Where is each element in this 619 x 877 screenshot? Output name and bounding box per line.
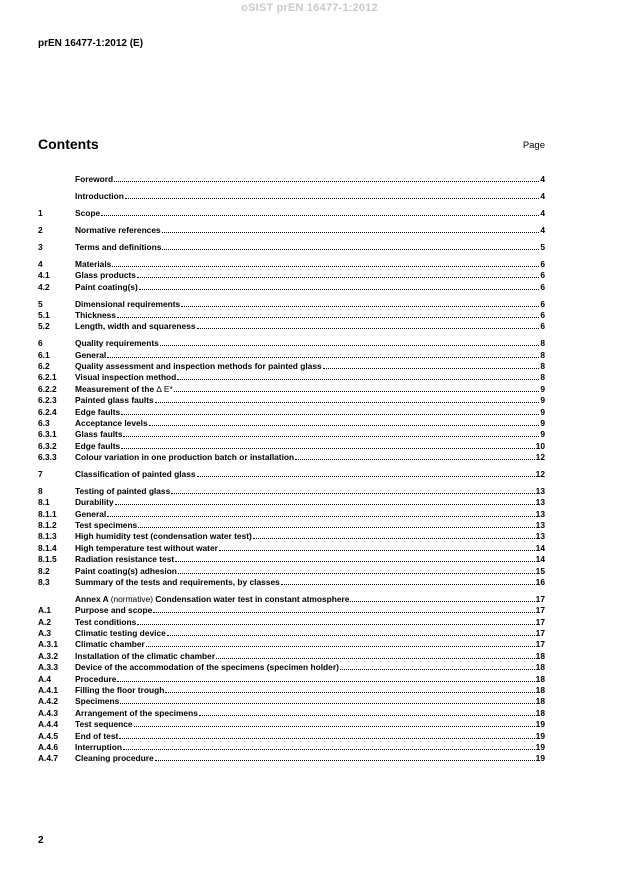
toc-entry-number: 5.2 xyxy=(38,321,50,332)
toc-entry-page: 4 xyxy=(540,225,545,236)
toc-entry[interactable] xyxy=(38,520,545,531)
toc-entry-page: 19 xyxy=(535,719,545,730)
toc-entry-number: A.2 xyxy=(38,616,52,627)
dot-leader xyxy=(117,317,539,318)
toc-entry[interactable] xyxy=(38,639,545,650)
toc-entry[interactable] xyxy=(38,628,545,639)
toc-entry-page: 8 xyxy=(540,349,545,360)
dot-leader xyxy=(155,402,540,403)
toc-entry[interactable] xyxy=(38,685,545,696)
toc-entry-page: 6 xyxy=(540,281,545,292)
toc-entry[interactable] xyxy=(38,497,545,508)
toc-entry[interactable] xyxy=(38,406,545,417)
toc-entry-number: A.4.7 xyxy=(38,753,59,764)
dot-leader xyxy=(120,703,534,704)
toc-entry[interactable] xyxy=(38,753,545,764)
toc-entry-label: Introduction xyxy=(75,191,124,202)
toc-entry-page: 19 xyxy=(535,753,545,764)
document-id: prEN 16477-1:2012 (E) xyxy=(38,38,144,49)
toc-entry-page: 13 xyxy=(535,485,545,496)
toc-entry-label: Thickness xyxy=(75,309,116,320)
toc-entry[interactable] xyxy=(38,270,545,281)
toc-entry-label: High humidity test (condensation water test) xyxy=(75,531,252,542)
dot-leader xyxy=(107,516,534,517)
toc-entry-label: Colour variation in one production batch or installation xyxy=(75,452,295,463)
toc-entry-label: Classification of painted glass xyxy=(75,468,196,479)
toc-entry-number: 1 xyxy=(38,208,43,219)
toc-entry[interactable] xyxy=(38,383,545,394)
toc-entry[interactable] xyxy=(38,542,545,553)
toc-entry[interactable] xyxy=(38,429,545,440)
dot-leader xyxy=(197,476,535,477)
toc-entry-label: Dimensional requirements xyxy=(75,298,181,309)
toc-entry[interactable] xyxy=(38,673,545,684)
toc-entry-label: General xyxy=(75,508,107,519)
dot-leader xyxy=(197,328,540,329)
dot-leader xyxy=(295,459,535,460)
toc-entry[interactable] xyxy=(38,321,545,332)
toc-entry[interactable] xyxy=(38,742,545,753)
toc-entry-label: Edge faults xyxy=(75,440,121,451)
toc-entry-page: 14 xyxy=(535,542,545,553)
dot-leader xyxy=(137,277,539,278)
dot-leader xyxy=(181,306,539,307)
dot-leader xyxy=(115,504,535,505)
toc-entry-label: Radiation resistance test xyxy=(75,554,175,565)
dot-leader xyxy=(162,232,540,233)
dot-leader xyxy=(281,584,535,585)
toc-entry-number: 4.2 xyxy=(38,281,50,292)
toc-entry-page: 13 xyxy=(535,531,545,542)
dot-leader xyxy=(167,635,535,636)
watermark: oSIST prEN 16477-1:2012 xyxy=(241,2,378,14)
toc-entry-label: Quality requirements xyxy=(75,338,159,349)
toc-entry-label: Length, width and squareness xyxy=(75,321,196,332)
toc-entry-label: Filling the floor trough xyxy=(75,685,165,696)
toc-entry-label: Purpose and scope xyxy=(75,605,153,616)
toc-entry[interactable] xyxy=(38,440,545,451)
dot-leader xyxy=(178,573,535,574)
dot-leader xyxy=(175,561,535,562)
toc-entry-number: A.4 xyxy=(38,673,52,684)
toc-entry[interactable] xyxy=(38,469,545,480)
toc-entry-label: Glass products xyxy=(75,270,136,281)
toc-entry-number: A.3 xyxy=(38,628,52,639)
toc-entry-number: 6 xyxy=(38,338,43,349)
toc-entry[interactable] xyxy=(38,719,545,730)
toc-entry-page: 9 xyxy=(540,406,545,417)
toc-entry-number: 8.1 xyxy=(38,497,50,508)
dot-leader xyxy=(138,527,534,528)
toc-entry-page: 18 xyxy=(535,673,545,684)
toc-entry[interactable] xyxy=(38,418,545,429)
toc-entry-page: 18 xyxy=(535,707,545,718)
toc-entry-page: 9 xyxy=(540,383,545,394)
toc-entry-number: 6.1 xyxy=(38,349,50,360)
toc-entry-label: Climatic chamber xyxy=(75,639,145,650)
dot-leader xyxy=(123,749,535,750)
toc-entry-page: 12 xyxy=(535,468,545,479)
toc-entry-number: A.3.1 xyxy=(38,639,59,650)
toc-entry-number: 4.1 xyxy=(38,270,50,281)
dot-leader xyxy=(171,493,534,494)
dot-leader xyxy=(177,379,539,380)
toc-entry-page: 4 xyxy=(540,191,545,202)
dot-leader xyxy=(114,181,539,182)
toc-entry[interactable] xyxy=(38,361,545,372)
toc-entry-label: Cleaning procedure xyxy=(75,753,154,764)
dot-leader xyxy=(121,414,539,415)
toc-entry-number: 8.1.5 xyxy=(38,554,57,565)
toc-entry-page: 17 xyxy=(535,593,545,604)
toc-entry-label: Specimens xyxy=(75,696,120,707)
toc-entry-page: 5 xyxy=(540,241,545,252)
toc-entry-label: Device of the accommodation of the specimens (specimen holder) xyxy=(75,662,339,673)
toc-entry-page: 6 xyxy=(540,298,545,309)
toc-entry[interactable] xyxy=(38,281,545,292)
dot-leader xyxy=(350,601,534,602)
toc-entry-page: 6 xyxy=(540,258,545,269)
toc-entry-page: 19 xyxy=(535,741,545,752)
toc-entry-page: 17 xyxy=(535,605,545,616)
toc-entry-number: A.4.1 xyxy=(38,685,59,696)
toc-entry-number: 6.3.2 xyxy=(38,440,57,451)
toc-entry-label: Quality assessment and inspection methods for painted glass xyxy=(75,360,322,371)
toc-entry[interactable] xyxy=(38,242,545,253)
dot-leader xyxy=(107,357,539,358)
dot-leader xyxy=(125,198,539,199)
toc-entry-page: 6 xyxy=(540,270,545,281)
dot-leader xyxy=(253,538,535,539)
toc-entry-label: Installation of the climatic chamber xyxy=(75,650,216,661)
toc-entry[interactable] xyxy=(38,531,545,542)
toc-entry-number: A.4.3 xyxy=(38,707,59,718)
toc-entry-number: 2 xyxy=(38,225,43,236)
toc-entry-page: 13 xyxy=(535,520,545,531)
toc-entry-label: Terms and definitions xyxy=(75,241,162,252)
toc-entry-label: Measurement of the ∆ E* xyxy=(75,383,173,394)
dot-leader xyxy=(153,612,534,613)
toc-entry-number: 4 xyxy=(38,258,43,269)
toc-entry-number: 6.2.3 xyxy=(38,395,57,406)
toc-entry[interactable] xyxy=(38,577,545,588)
toc-entry-label: Materials xyxy=(75,258,112,269)
toc-entry-number: 6.2.4 xyxy=(38,406,57,417)
toc-entry-page: 4 xyxy=(540,208,545,219)
toc-entry-page: 12 xyxy=(535,452,545,463)
dot-leader xyxy=(139,289,540,290)
toc-entry-label: Test sequence xyxy=(75,719,133,730)
toc-entry-number: 8.1.2 xyxy=(38,520,57,531)
dot-leader xyxy=(117,681,534,682)
toc-entry-number: 6.3 xyxy=(38,417,50,428)
toc-entry-label: Edge faults xyxy=(75,406,121,417)
dot-leader xyxy=(199,715,535,716)
toc-entry[interactable] xyxy=(38,605,545,616)
toc-entry-label: Scope xyxy=(75,208,101,219)
toc-entry-label: Paint coating(s) xyxy=(75,281,138,292)
toc-entry[interactable] xyxy=(38,349,545,360)
dot-leader xyxy=(149,425,540,426)
toc-entry[interactable] xyxy=(38,696,545,707)
toc-entry-number: A.3.2 xyxy=(38,650,59,661)
toc-entry-page: 17 xyxy=(535,639,545,650)
toc-entry-label: Painted glass faults xyxy=(75,395,154,406)
toc-entry[interactable] xyxy=(38,372,545,383)
toc-entry[interactable] xyxy=(38,225,545,236)
toc-entry-number: 8.1.4 xyxy=(38,542,57,553)
toc-entry[interactable] xyxy=(38,662,545,673)
toc-entry-page: 9 xyxy=(540,395,545,406)
toc-entry-number: 5 xyxy=(38,298,43,309)
toc-entry-label: Summary of the tests and requirements, by classes xyxy=(75,577,280,587)
toc-entry-page: 18 xyxy=(535,685,545,696)
toc-entry-label: Annex A (normative) Condensation water test in constant atmosphere xyxy=(75,593,350,604)
toc-entry[interactable] xyxy=(38,298,545,309)
dot-leader xyxy=(155,760,535,761)
toc-entry-number: 5.1 xyxy=(38,309,50,320)
toc-entry[interactable] xyxy=(38,508,545,519)
toc-entry-number: 6.2.1 xyxy=(38,372,57,383)
toc-entry[interactable] xyxy=(38,650,545,661)
toc-entry-page: 16 xyxy=(535,577,545,587)
page-number: 2 xyxy=(38,835,44,846)
toc-entry-page: 8 xyxy=(540,338,545,349)
toc-entry-label: Climatic testing device xyxy=(75,628,166,639)
toc-entry[interactable] xyxy=(38,338,545,349)
page-column-header: Page xyxy=(522,140,545,151)
toc-entry-page: 13 xyxy=(535,508,545,519)
toc-entry[interactable] xyxy=(38,730,545,741)
toc-entry-number: 7 xyxy=(38,468,43,479)
dot-leader xyxy=(219,550,535,551)
toc-entry-page: 18 xyxy=(535,696,545,707)
toc-entry-label: Arrangement of the specimens xyxy=(75,707,198,718)
dot-leader xyxy=(121,448,535,449)
toc-entry-label: Acceptance levels xyxy=(75,417,148,428)
toc-entry-page: 8 xyxy=(540,372,545,383)
toc-entry-number: 8.1.3 xyxy=(38,531,57,542)
dot-leader xyxy=(174,391,540,392)
toc-entry-number: 8.3 xyxy=(38,577,50,587)
toc-entry-number: 8.1.1 xyxy=(38,508,57,519)
toc-entry-label: Test specimens xyxy=(75,520,138,531)
dot-leader xyxy=(134,726,535,727)
toc-entry-label: Durability xyxy=(75,497,114,508)
toc-entry-number: A.4.6 xyxy=(38,741,59,752)
toc-entry[interactable] xyxy=(38,616,545,627)
toc-entry[interactable] xyxy=(38,191,545,202)
toc-entry-page: 6 xyxy=(540,309,545,320)
toc-entry-label: Normative references xyxy=(75,225,161,236)
toc-entry-page: 17 xyxy=(535,616,545,627)
toc-entry-page: 8 xyxy=(540,360,545,371)
toc-entry-number: 3 xyxy=(38,241,43,252)
toc-entry-label: End of test xyxy=(75,730,119,741)
toc-entry-label: General xyxy=(75,349,107,360)
dot-leader xyxy=(119,738,534,739)
toc-entry-label: Paint coating(s) adhesion xyxy=(75,565,177,576)
toc-entry-number: A.3.3 xyxy=(38,662,59,673)
toc-entry-number: A.4.2 xyxy=(38,696,59,707)
toc-entry-label: Visual inspection method xyxy=(75,372,177,383)
toc-entry-label: Test conditions xyxy=(75,616,137,627)
dot-leader xyxy=(162,249,539,250)
toc-entry-number: A.1 xyxy=(38,605,52,616)
contents-title: Contents xyxy=(38,136,99,152)
toc-entry-page: 6 xyxy=(540,321,545,332)
dot-leader xyxy=(146,646,535,647)
toc-entry[interactable] xyxy=(38,452,545,463)
dot-leader xyxy=(112,266,539,267)
table-of-contents xyxy=(38,174,545,764)
toc-entry-page: 19 xyxy=(535,730,545,741)
dot-leader xyxy=(101,215,539,216)
toc-entry-label: Glass faults xyxy=(75,429,123,440)
toc-entry-number: 6.3.3 xyxy=(38,452,57,463)
toc-entry-page: 17 xyxy=(535,628,545,639)
toc-entry-number: 8 xyxy=(38,485,43,496)
toc-entry-number: 6.2 xyxy=(38,360,50,371)
toc-entry-label: High temperature test without water xyxy=(75,542,218,553)
dot-leader xyxy=(137,624,534,625)
toc-entry-page: 9 xyxy=(540,417,545,428)
toc-entry-page: 10 xyxy=(535,440,545,451)
dot-leader xyxy=(160,345,540,346)
toc-entry[interactable] xyxy=(38,554,545,565)
toc-entry[interactable] xyxy=(38,485,545,496)
dot-leader xyxy=(323,368,540,369)
toc-entry-page: 18 xyxy=(535,662,545,673)
toc-entry-number: A.4.5 xyxy=(38,730,59,741)
dot-leader xyxy=(340,669,535,670)
dot-leader xyxy=(165,692,534,693)
dot-leader xyxy=(123,436,539,437)
toc-entry[interactable] xyxy=(38,565,545,576)
toc-entry-number: 6.3.1 xyxy=(38,429,57,440)
toc-entry[interactable] xyxy=(38,208,545,219)
toc-entry-number: A.4.4 xyxy=(38,719,59,730)
toc-entry-label: Procedure xyxy=(75,673,117,684)
toc-entry[interactable] xyxy=(38,395,545,406)
toc-entry-page: 15 xyxy=(535,565,545,576)
toc-entry-label: Testing of painted glass xyxy=(75,485,171,496)
toc-entry-page: 9 xyxy=(540,429,545,440)
toc-entry-number: 8.2 xyxy=(38,565,50,576)
toc-entry[interactable] xyxy=(38,594,545,605)
toc-entry[interactable] xyxy=(38,258,545,269)
toc-entry[interactable] xyxy=(38,707,545,718)
toc-entry-page: 13 xyxy=(535,497,545,508)
toc-entry-label: Interruption xyxy=(75,741,122,752)
toc-entry-label: Foreword xyxy=(75,174,114,185)
toc-entry-page: 14 xyxy=(535,554,545,565)
toc-entry[interactable] xyxy=(38,174,545,185)
toc-entry-page: 18 xyxy=(535,650,545,661)
toc-entry-page: 4 xyxy=(540,174,545,185)
dot-leader xyxy=(216,658,535,659)
toc-entry[interactable] xyxy=(38,310,545,321)
toc-entry-number: 6.2.2 xyxy=(38,383,57,394)
